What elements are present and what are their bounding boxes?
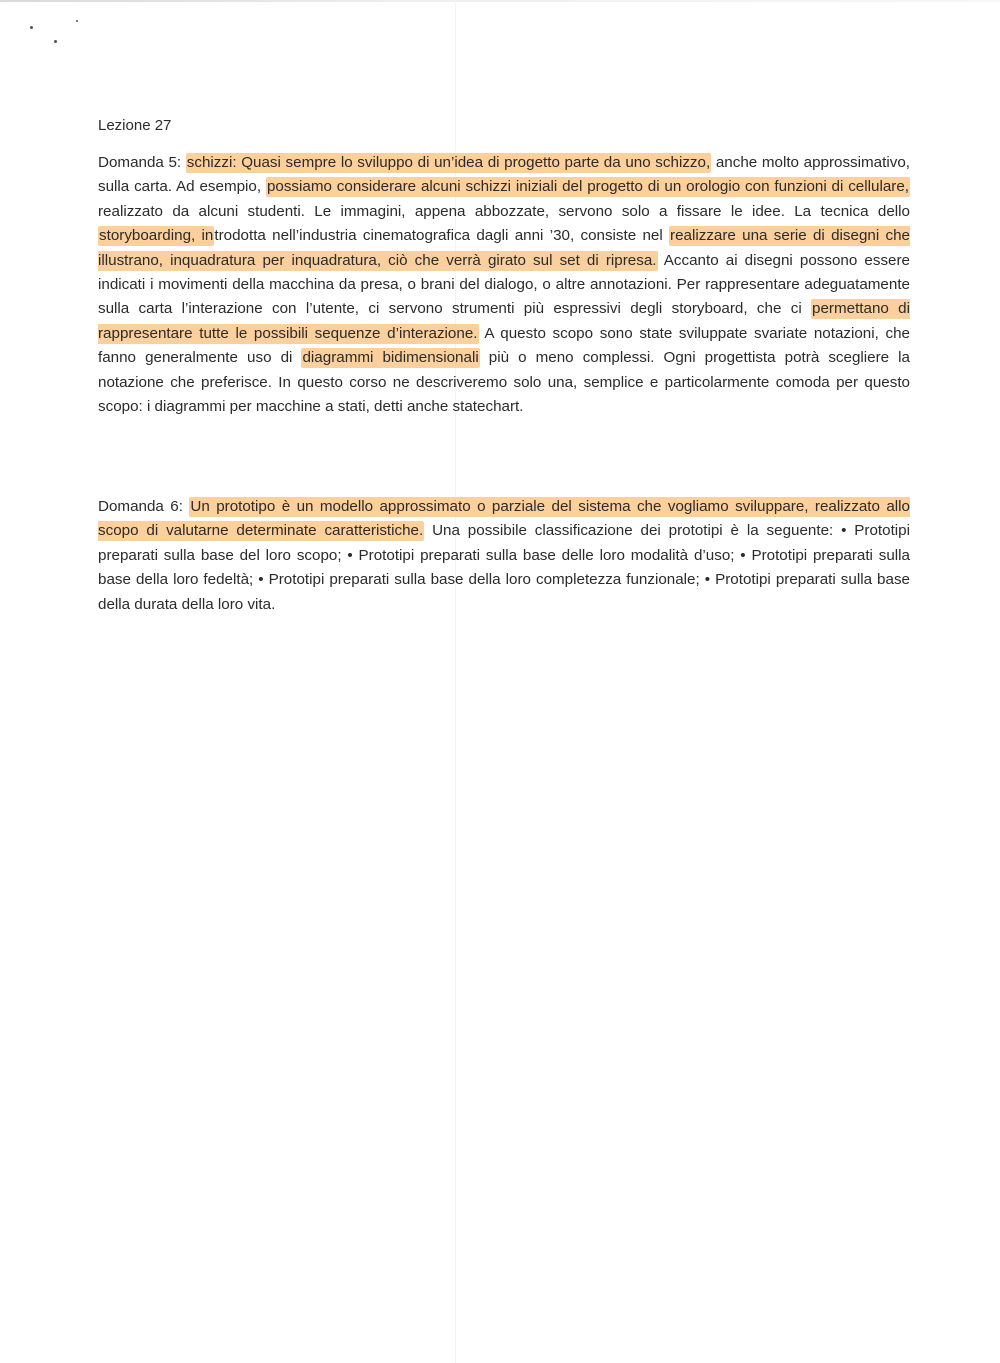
question-5-label: Domanda 5: xyxy=(98,154,186,171)
speck xyxy=(76,20,78,22)
highlight: realizzare una serie di disegni che illustrano, inquadratura per inquadratura, ciò che verrà girato sul set di ripresa. xyxy=(98,227,910,269)
text-run: Accanto ai disegni possono essere indicati i movimenti della macchina da presa, o brani del dialogo, o altre annotazioni. Per rappresentare adeguatamente sulla carta l’interazione con l’utente, ci servono strumenti più espressivi degli storyboard, che ci xyxy=(98,251,911,318)
speck xyxy=(54,40,57,43)
question-5-paragraph xyxy=(98,151,910,419)
text-run: A questo scopo sono state sviluppate svariate notazioni, che fanno generalmente uso di xyxy=(98,324,911,367)
highlight: permettano di rappresentare tutte le possibili sequenze d’interazione. xyxy=(98,300,911,342)
highlight: Un prototipo è un modello approssimato o parziale del sistema che vogliamo sviluppare, realizzato allo scopo di valutarne determinate caratteristiche. xyxy=(98,498,910,540)
text-run: più o meno complessi. Ogni progettista potrà scegliere la notazione che preferisce. In questo corso ne descriveremo solo una, semplice e particolarmente comoda per questo scopo: i diagrammi per macchine a stati, detti anche statechart. xyxy=(98,349,911,416)
text-run: realizzato da alcuni studenti. Le immagini, appena abbozzate, servono solo a fissare le idee. La tecnica dello xyxy=(98,202,910,220)
question-6-paragraph xyxy=(98,495,910,617)
question-6-label: Domanda 6: xyxy=(98,498,190,515)
text-run: anche molto approssimativo, sulla carta. Ad esempio, xyxy=(98,154,910,196)
highlight: diagrammi bidimensionali xyxy=(302,349,479,367)
scan-specks xyxy=(28,14,118,54)
text-run: Una possibile classificazione dei prototipi è la seguente: • Prototipi preparati sulla base del loro scopo; • Prototipi preparati sulla base delle loro modalità d’uso; • Prototipi preparati sulla base della loro fedeltà; • Prototipi preparati sulla base della loro completezza funzionale; • Prototipi preparati sulla base della durata della loro vita. xyxy=(98,522,910,613)
scan-top-edge xyxy=(0,0,1000,2)
text-run: trodotta nell’industria cinematografica dagli anni ’30, consiste nel xyxy=(214,227,670,245)
highlight: possiamo considerare alcuni schizzi iniziali del progetto di un orologio con funzioni di cellulare, xyxy=(266,178,909,196)
highlight: schizzi: Quasi sempre lo sviluppo di un’idea di progetto parte da uno schizzo, xyxy=(186,154,711,171)
speck xyxy=(30,26,33,29)
lesson-title: Lezione 27 xyxy=(98,117,172,134)
highlight: storyboarding, in xyxy=(99,227,214,245)
